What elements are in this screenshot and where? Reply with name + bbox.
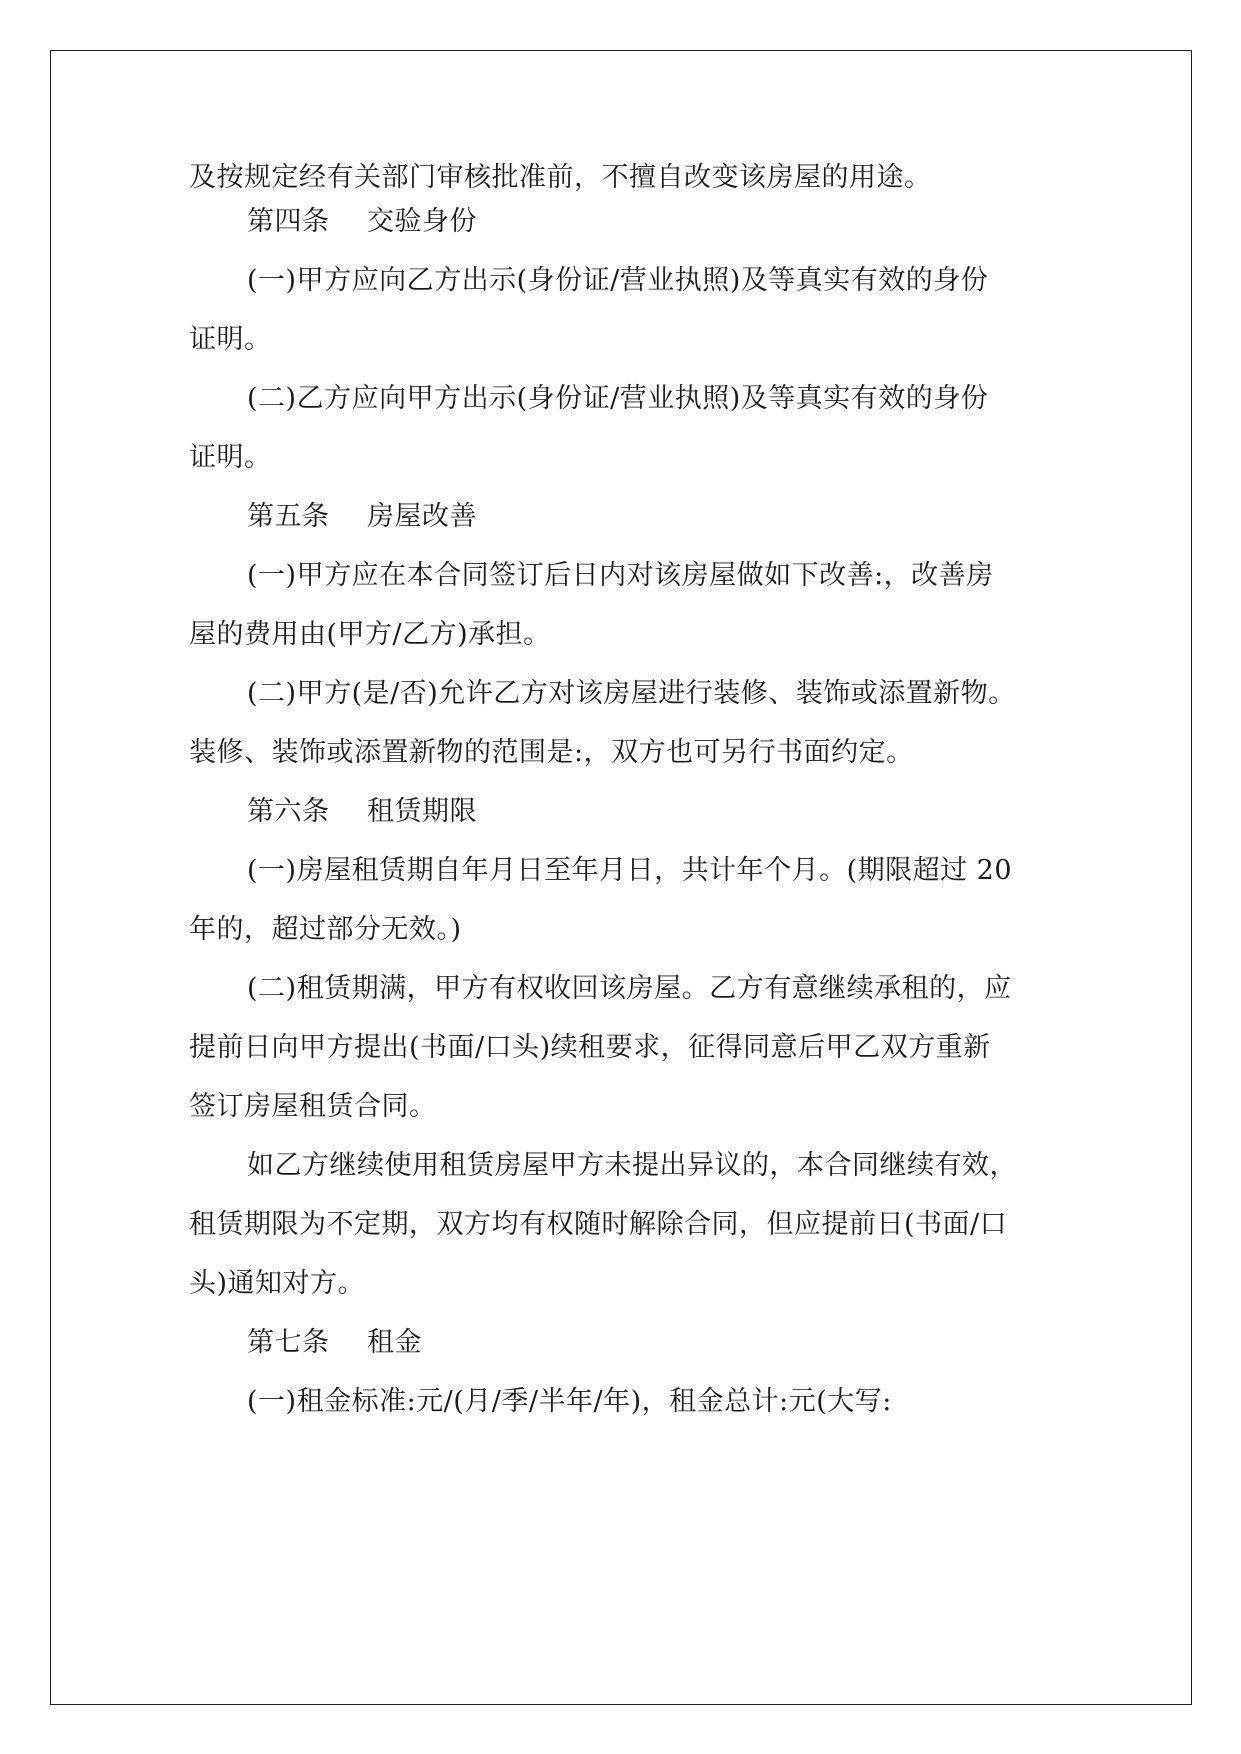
article-title: 房屋改善 — [367, 501, 477, 532]
article-heading-5 — [247, 500, 477, 534]
paragraph-line: 如乙方继续使用租赁房屋甲方未提出异议的，本合同继续有效， — [247, 1150, 1017, 1181]
article-number: 第七条 — [247, 1327, 330, 1358]
paragraph-line: 年的，超过部分无效。) — [189, 914, 462, 945]
article-number: 第四条 — [247, 206, 330, 237]
article-title: 交验身份 — [367, 206, 477, 237]
article-number: 第五条 — [247, 501, 330, 532]
paragraph-line: 提前日向甲方提出(书面/口头)续租要求，征得同意后甲乙双方重新 — [189, 1032, 991, 1063]
paragraph-line: 签订房屋租赁合同。 — [189, 1091, 437, 1122]
paragraph-line: (一)甲方应向乙方出示(身份证/营业执照)及等真实有效的身份 — [247, 265, 989, 296]
article-title: 租金 — [367, 1327, 422, 1358]
paragraph-line: 头)通知对方。 — [189, 1268, 366, 1299]
article-number: 第六条 — [247, 796, 330, 827]
paragraph-line: 证明。 — [189, 442, 272, 473]
paragraph-line: (一)租金标准:元/(月/季/半年/年)，租金总计:元(大写: — [247, 1386, 892, 1417]
article-heading-6 — [247, 795, 477, 829]
paragraph-line: (二)租赁期满，甲方有权收回该房屋。乙方有意继续承租的，应 — [247, 973, 1012, 1004]
paragraph-line: 屋的费用由(甲方/乙方)承担。 — [189, 619, 551, 650]
paragraph-line: 证明。 — [189, 324, 272, 355]
paragraph-line: 租赁期限为不定期，双方均有权随时解除合同，但应提前日(书面/口 — [189, 1209, 1008, 1240]
paragraph-line: (二)乙方应向甲方出示(身份证/营业执照)及等真实有效的身份 — [247, 383, 989, 414]
article-heading-4 — [247, 205, 477, 239]
article-title: 租赁期限 — [367, 796, 477, 827]
paragraph-line: (一)房屋租赁期自年月日至年月日，共计年个月。(期限超过 20 — [247, 855, 1013, 886]
paragraph-line: (一)甲方应在本合同签订后日内对该房屋做如下改善:，改善房 — [247, 560, 994, 591]
article-heading-7 — [247, 1326, 422, 1360]
paragraph-line: 装修、装饰或添置新物的范围是:，双方也可另行书面约定。 — [189, 737, 914, 768]
paragraph-line: (二)甲方(是/否)允许乙方对该房屋进行装修、装饰或添置新物。 — [247, 678, 1016, 709]
paragraph-line: 及按规定经有关部门审核批准前，不擅自改变该房屋的用途。 — [189, 162, 932, 193]
